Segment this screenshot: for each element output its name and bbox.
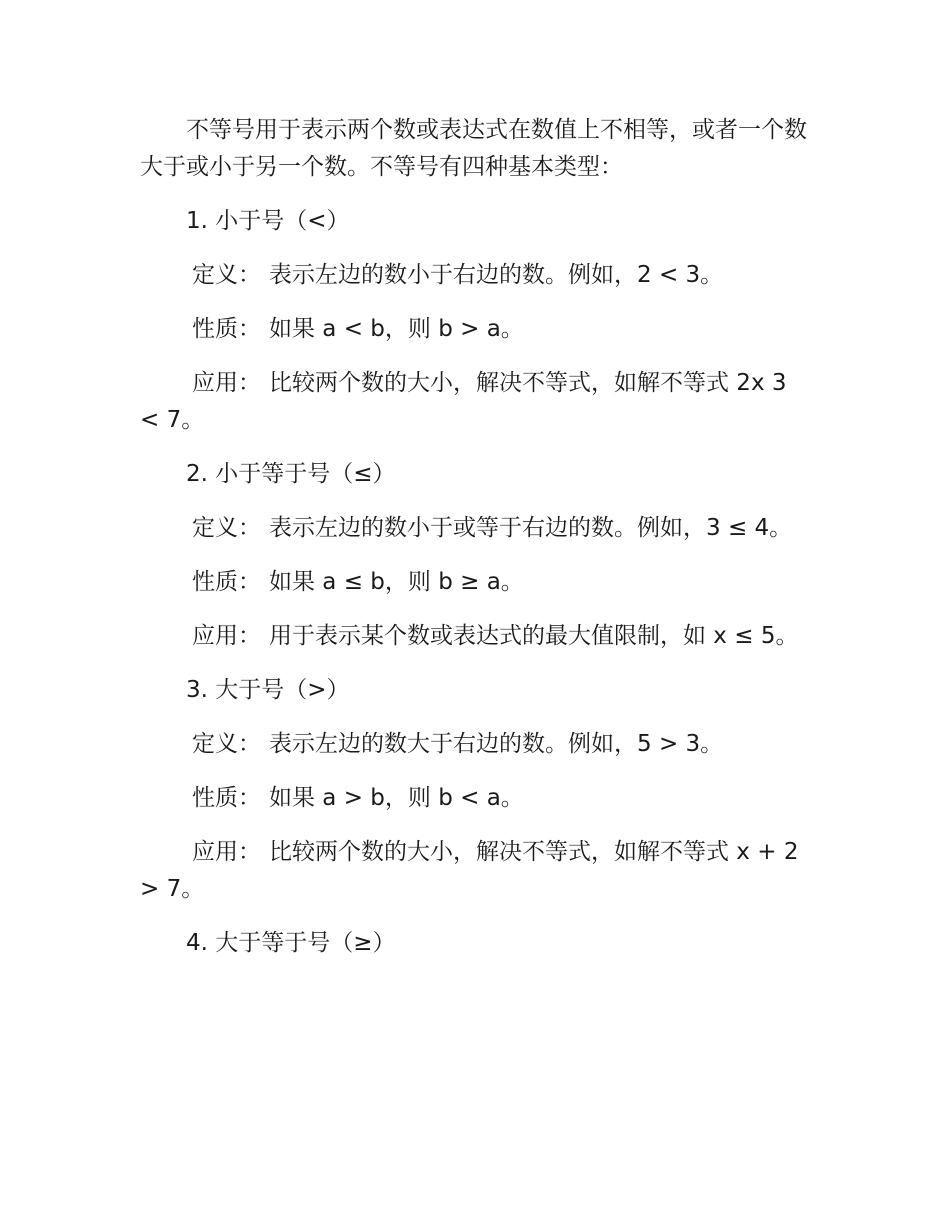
property-label: 性质：	[192, 785, 261, 811]
section-heading-greater-than-or-equal: 4. 大于等于号（≥）	[186, 930, 396, 956]
definition-label: 定义：	[192, 262, 261, 288]
section-2-property	[140, 564, 812, 601]
section-heading-less-than: 1. 小于号（<）	[186, 208, 350, 234]
property-label: 性质：	[192, 569, 261, 595]
application-label: 应用：	[192, 623, 261, 649]
property-label: 性质：	[192, 316, 261, 342]
application-text: 比较两个数的大小，解决不等式，如解不等式 x + 2 > 7。	[140, 839, 799, 902]
definition-label: 定义：	[192, 515, 261, 541]
intro-paragraph: 不等号用于表示两个数或表达式在数值上不相等，或者一个数大于或小于另一个数。不等号有四种基本类型：	[140, 117, 807, 180]
property-text: 如果 a < b，则 b > a。	[269, 316, 524, 342]
document-body	[140, 112, 812, 979]
application-text: 用于表示某个数或表达式的最大值限制，如 x ≤ 5。	[269, 623, 799, 649]
application-label: 应用：	[192, 370, 261, 396]
section-3-definition	[140, 726, 812, 763]
definition-text: 表示左边的数小于或等于右边的数。例如，3 ≤ 4。	[269, 515, 793, 541]
section-3-property	[140, 780, 812, 817]
section-1-property	[140, 311, 812, 348]
definition-text: 表示左边的数小于右边的数。例如，2 < 3。	[269, 262, 724, 288]
application-text: 比较两个数的大小，解决不等式，如解不等式 2x 3 < 7。	[140, 370, 787, 433]
section-2-application	[140, 618, 812, 655]
definition-text: 表示左边的数大于右边的数。例如，5 > 3。	[269, 731, 724, 757]
property-text: 如果 a > b，则 b < a。	[269, 785, 524, 811]
section-heading-less-than-or-equal: 2. 小于等于号（≤）	[186, 461, 396, 487]
section-2-definition	[140, 510, 812, 547]
section-3-application	[140, 834, 812, 908]
section-heading-greater-than: 3. 大于号（>）	[186, 677, 350, 703]
section-1-application	[140, 365, 812, 439]
property-text: 如果 a ≤ b，则 b ≥ a。	[269, 569, 524, 595]
definition-label: 定义：	[192, 731, 261, 757]
section-1-definition	[140, 257, 812, 294]
application-label: 应用：	[192, 839, 261, 865]
